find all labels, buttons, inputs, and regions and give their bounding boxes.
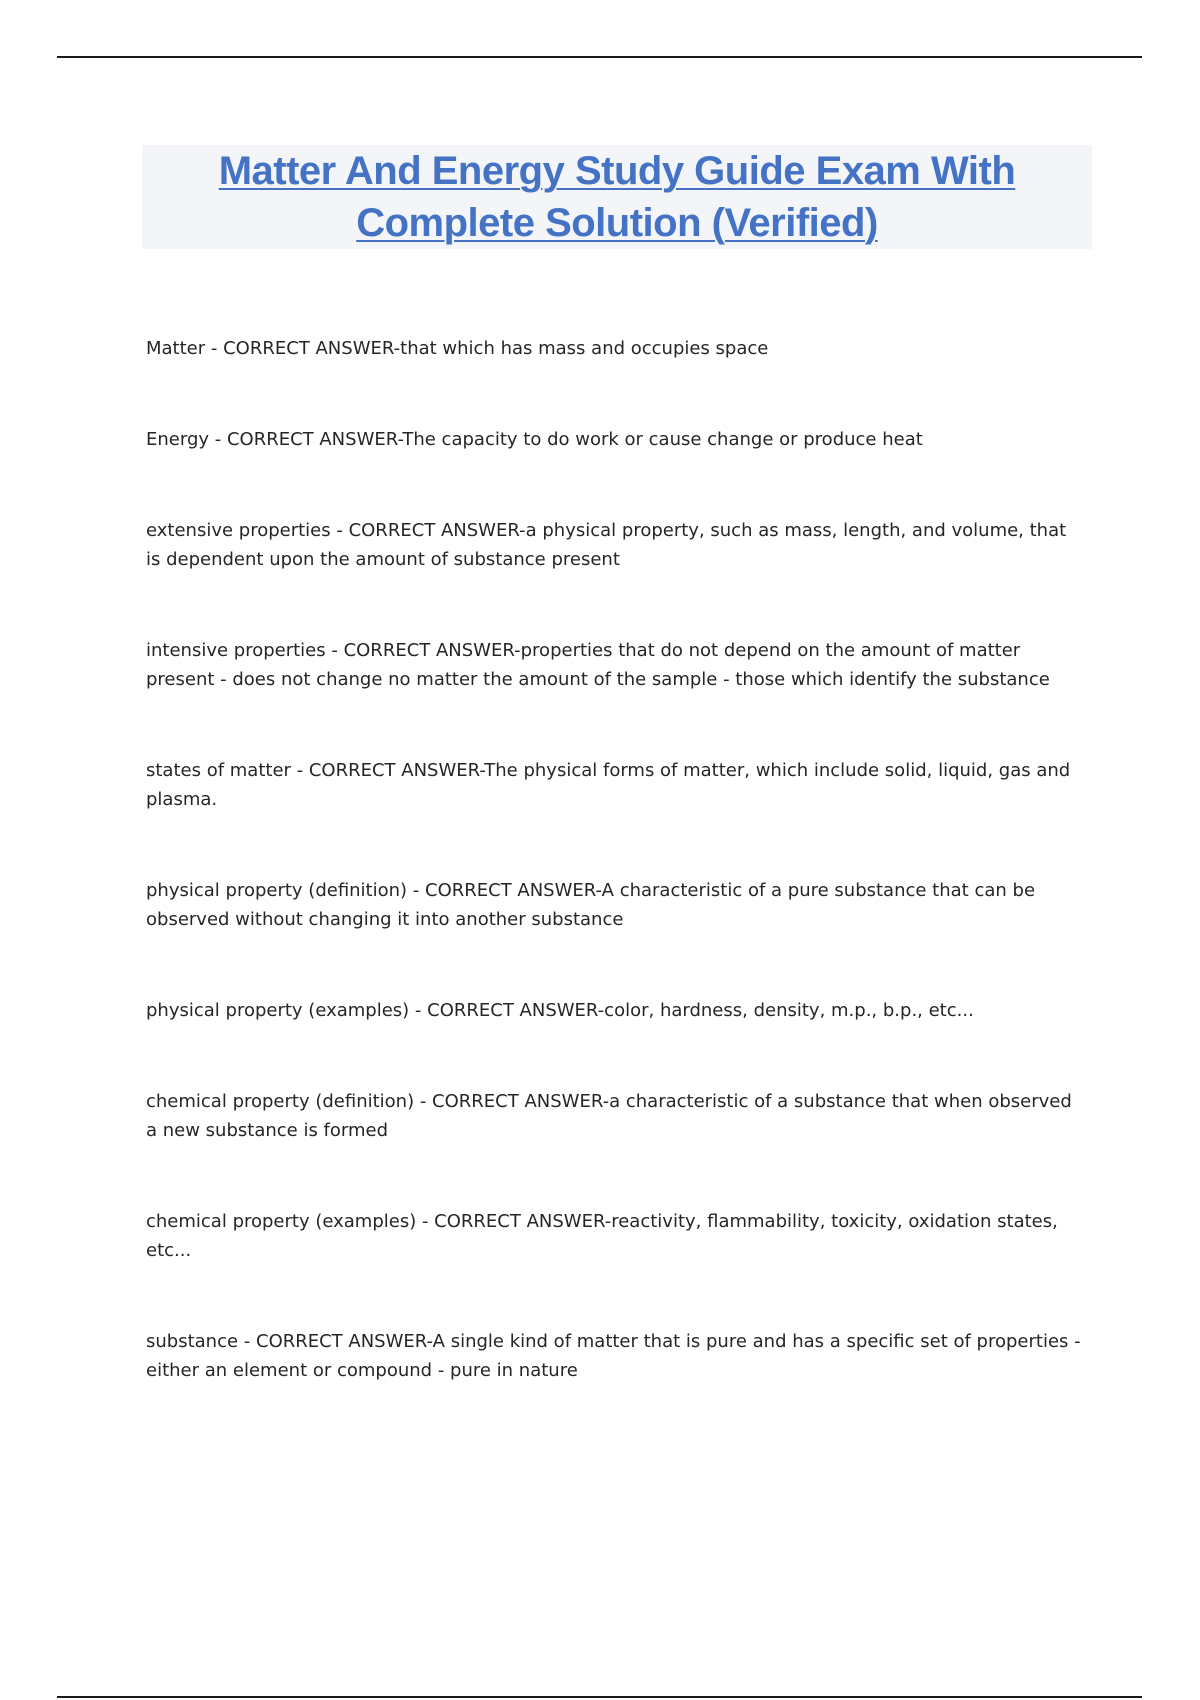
entry-substance: substance - CORRECT ANSWER-A single kind of matter that is pure and has a specific set of properties - either an element or compound - pure in nature [146, 1331, 1081, 1381]
entry-list [146, 334, 1086, 1385]
entry-energy: Energy - CORRECT ANSWER-The capacity to do work or cause change or produce heat [146, 429, 923, 450]
entry-intensive-properties: intensive properties - CORRECT ANSWER-properties that do not depend on the amount of matter present - does not change no matter the amount of the sample - those which identify the substance [146, 640, 1050, 690]
entry-physical-property-examples: physical property (examples) - CORRECT ANSWER-color, hardness, density, m.p., b.p., etc... [146, 1000, 974, 1021]
entry-extensive-properties: extensive properties - CORRECT ANSWER-a physical property, such as mass, length, and volume, that is dependent upon the amount of substance present [146, 520, 1067, 570]
entry-physical-property-definition: physical property (definition) - CORRECT ANSWER-A characteristic of a pure substance that can be observed without changing it into another substance [146, 880, 1036, 930]
document-title: Matter And Energy Study Guide Exam With Complete Solution (Verified) [218, 149, 1016, 245]
title-banner [142, 145, 1092, 249]
header-rule [57, 56, 1142, 58]
entry-states-of-matter: states of matter - CORRECT ANSWER-The physical forms of matter, which include solid, liquid, gas and plasma. [146, 760, 1071, 810]
footer-rule [57, 1696, 1142, 1698]
entry-chemical-property-definition: chemical property (definition) - CORRECT ANSWER-a characteristic of a substance that when observed a new substance is formed [146, 1091, 1072, 1141]
entry-chemical-property-examples: chemical property (examples) - CORRECT ANSWER-reactivity, flammability, toxicity, oxidation states, etc... [146, 1211, 1058, 1261]
entry-matter: Matter - CORRECT ANSWER-that which has mass and occupies space [146, 338, 769, 359]
